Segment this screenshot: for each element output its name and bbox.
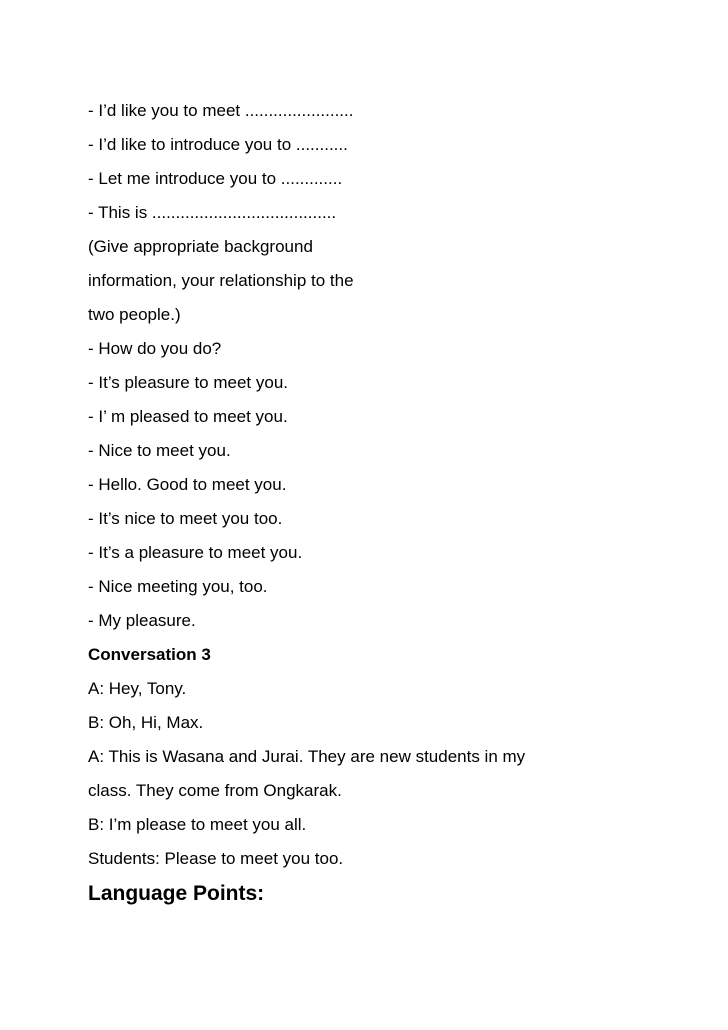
conversation-line: B: I’m please to meet you all. bbox=[88, 815, 307, 834]
phrase-line: - Let me introduce you to ............. bbox=[88, 169, 343, 188]
language-points-heading: Language Points: bbox=[88, 882, 265, 905]
phrase-line: - It’s nice to meet you too. bbox=[88, 509, 283, 528]
phrase-line: - This is ....................................... bbox=[88, 203, 337, 222]
conversation-line: class. They come from Ongkarak. bbox=[88, 781, 342, 800]
phrase-line: - Nice meeting you, too. bbox=[88, 577, 268, 596]
phrase-line: two people.) bbox=[88, 305, 181, 324]
phrase-line: - Hello. Good to meet you. bbox=[88, 475, 287, 494]
phrase-line: - I’ m pleased to meet you. bbox=[88, 407, 288, 426]
conversation-line: Students: Please to meet you too. bbox=[88, 849, 344, 868]
phrase-line: - Nice to meet you. bbox=[88, 441, 231, 460]
phrase-line: - My pleasure. bbox=[88, 611, 196, 630]
conversation-line: A: This is Wasana and Jurai. They are new students in my bbox=[88, 747, 526, 766]
phrase-line: - How do you do? bbox=[88, 339, 222, 358]
phrase-line: - It’s a pleasure to meet you. bbox=[88, 543, 303, 562]
phrase-line: - I’d like you to meet ....................... bbox=[88, 101, 354, 120]
document-body bbox=[88, 94, 688, 912]
phrase-line: - It’s pleasure to meet you. bbox=[88, 373, 289, 392]
phrase-line: (Give appropriate background bbox=[88, 237, 313, 256]
phrase-line: - I’d like to introduce you to ........... bbox=[88, 135, 348, 154]
conversation-heading: Conversation 3 bbox=[88, 645, 211, 664]
conversation-line: A: Hey, Tony. bbox=[88, 679, 187, 698]
phrase-line: information, your relationship to the bbox=[88, 271, 354, 290]
conversation-line: B: Oh, Hi, Max. bbox=[88, 713, 204, 732]
